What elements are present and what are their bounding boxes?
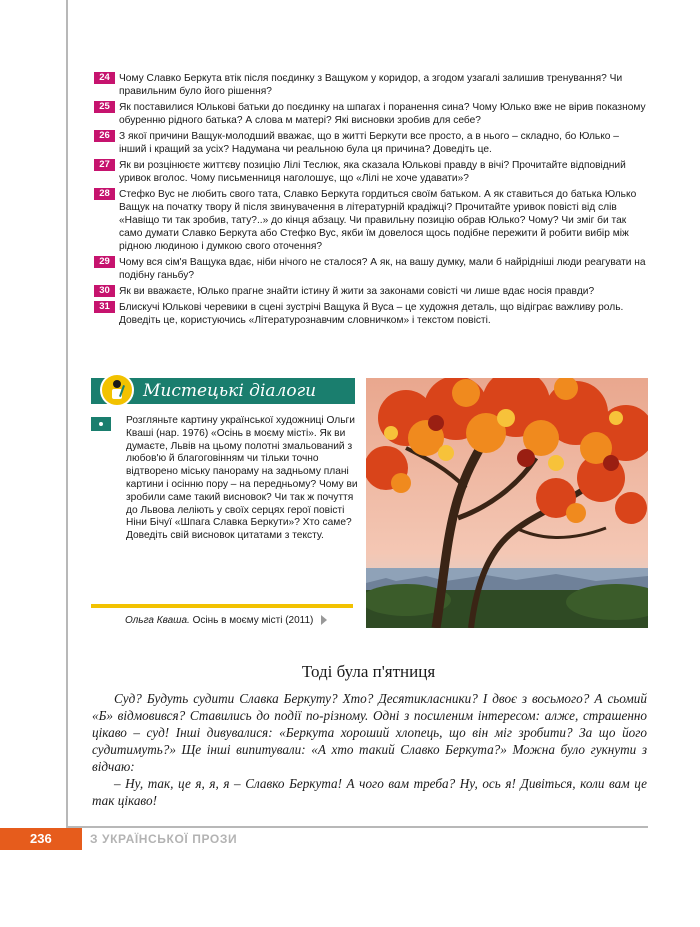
question-number-badge: 30 — [94, 285, 115, 297]
question-text: Чому Славко Беркута втік після поєдинку з Ващуком у коридор, а згодом узагалі залишив тренування? Чи правильним було його рішення? — [119, 73, 623, 97]
left-margin-rule — [66, 0, 68, 830]
question-item — [94, 101, 646, 127]
question-item — [94, 188, 646, 253]
question-text: Як ви розцінюєте життєву позицію Лілі Теслюк, яка сказала Юлькові правду в вічі? Прочитайте відповідний уривок вголос. Чому письменниця наголошує, що «Лілі не хоче удавати»? — [119, 160, 626, 184]
question-text: Стефко Вус не любить свого тата, Славко Беркута гордиться своїм батьком. А як ставиться до батька Юлько Ващук на початку твору й після звинувачення в літературній крадіжці? Прочитайте уривок повісті від слів «Навіщо ти так зробив, тату?..» до кінця абзацу. Чи правильну позицію обрав Юлько? Чому? Чи зміг би так само думати Славко Беркута або Стефко Вус, якби їм довелося щось подібне пережити й робити вибір між рідною людиною і думкою свого оточення? — [119, 189, 637, 252]
question-list — [94, 72, 646, 330]
question-item — [94, 256, 646, 282]
question-text: Чому вся сім'я Ващука вдає, ніби нічого не сталося? А як, на вашу думку, мали б найрідніші люди реагувати на подібну ганьбу? — [119, 257, 646, 281]
question-number-badge: 29 — [94, 256, 115, 268]
question-item — [94, 301, 646, 327]
painting-caption — [125, 615, 355, 626]
story-paragraph: – Ну, так, це я, я, я – Славко Беркута! А чого вам треба? Ну, ось я! Дивіться, коли вам це так цікаво! — [92, 776, 647, 808]
caption-arrow-icon — [321, 615, 327, 625]
question-item — [94, 285, 646, 298]
question-number-badge: 31 — [94, 301, 115, 313]
question-number-badge: 28 — [94, 188, 115, 200]
question-number-badge: 25 — [94, 101, 115, 113]
question-item — [94, 130, 646, 156]
caption-author: Ольга Кваша. — [125, 615, 190, 626]
artist-palette-icon — [100, 373, 134, 407]
art-dialogues-header — [91, 378, 355, 404]
question-number-badge: 27 — [94, 159, 115, 171]
question-item — [94, 159, 646, 185]
caption-title: Осінь в моєму місті (2011) — [192, 615, 314, 626]
question-text: Як ви вважаєте, Юлько прагне знайти істину й жити за законами совісті чи лише вдає носія правди? — [119, 286, 595, 297]
story-paragraph: Суд? Будуть судити Славка Беркуту? Хто? Десятикласники? І двоє з восьмого? А сьомий «Б» відмовився? Ставились до події по-різному. Одні з посиленим інтересом: алже, страшенно цікаво – суд! Інші дивувалися: «Беркута хороший хлопець, що він міг зробити? За що його судитимуть?» Ще інші випитували: «А хто такий Славко Беркута?» Можна було гукнути з відчаю: — [92, 691, 647, 774]
section-title: Мистецькі діалоги — [143, 381, 317, 401]
story-title: Тоді була п'ятниця — [301, 662, 436, 681]
running-footer-title: З УКРАЇНСЬКОЇ ПРОЗИ — [90, 832, 238, 846]
page-number: 236 — [30, 831, 52, 846]
caption-divider — [91, 604, 353, 608]
art-task-text: Розгляньте картину української художниці Ольги Кваші (нар. 1976) «Осінь в моєму місті». Як ви думаєте, Львів на цьому полотні змальований з любов'ю й благоговінням чи тільки точно відтворено міську панораму на задньому плані картини і осінню пору – на передньому? Чому ви зробили саме такий висновок? Чи так ж почуття до Львова леліють у своїх серцях герої повісті Ніни Бічуї «Шпага Славка Беркути»? Хто саме? Доведіть свій висновок цитатами з тексту. — [126, 415, 358, 542]
question-number-badge: 26 — [94, 130, 115, 142]
question-item — [94, 72, 646, 98]
footer-rule — [68, 826, 648, 828]
question-text: Блискучі Юлькові черевики в сцені зустрічі Ващука й Вуса – це художня деталь, що відіграє важливу роль. Доведіть це, користуючись «Літературознавчим словничком» і текстом повісті. — [119, 302, 624, 326]
painting-autumn-in-my-city — [366, 378, 648, 628]
story-excerpt — [92, 690, 647, 809]
task-bullet-icon — [91, 417, 111, 431]
question-number-badge: 24 — [94, 72, 115, 84]
question-text: Як поставилися Юлькові батьки до поєдинку на шпагах і поранення сина? Чому Юлько вже не вірив показному обуренню рідного батька? А слова м матері? Які висновки зробив для себе? — [119, 102, 646, 126]
question-text: З якої причини Ващук-молодший вважає, що в житті Беркути все просто, а в нього – складно, бо Юлько – інший і кращий за усіх? Надумана чи реальною була ця причина? Доведіть це. — [119, 131, 619, 155]
